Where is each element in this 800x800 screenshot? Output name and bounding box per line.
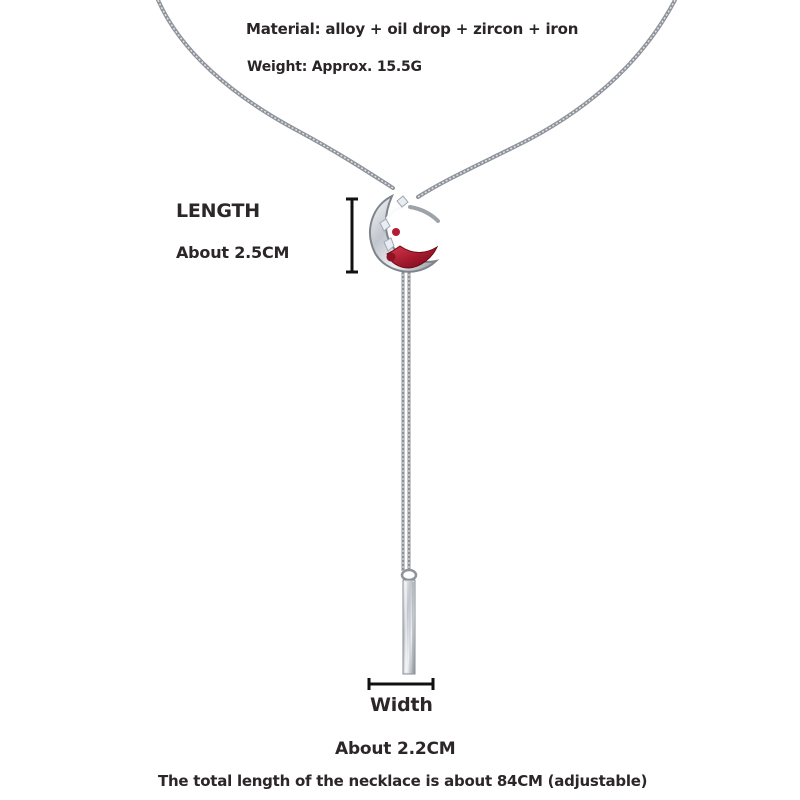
width-title: Width: [370, 694, 433, 716]
length-value: About 2.5CM: [176, 243, 290, 262]
width-value: About 2.2CM: [335, 739, 456, 759]
moon-pendant-icon: [370, 196, 438, 272]
horizontal-measure-icon: [369, 678, 433, 690]
length-title: LENGTH: [176, 200, 260, 222]
weight-label: Weight: Approx. 15.5G: [247, 59, 422, 75]
material-label: Material: alloy + oil drop + zircon + iron: [246, 20, 579, 38]
vertical-measure-icon: [346, 199, 358, 272]
total-length-note: The total length of the necklace is about 84CM (adjustable): [158, 772, 648, 790]
necklace-chain: [158, 0, 675, 674]
